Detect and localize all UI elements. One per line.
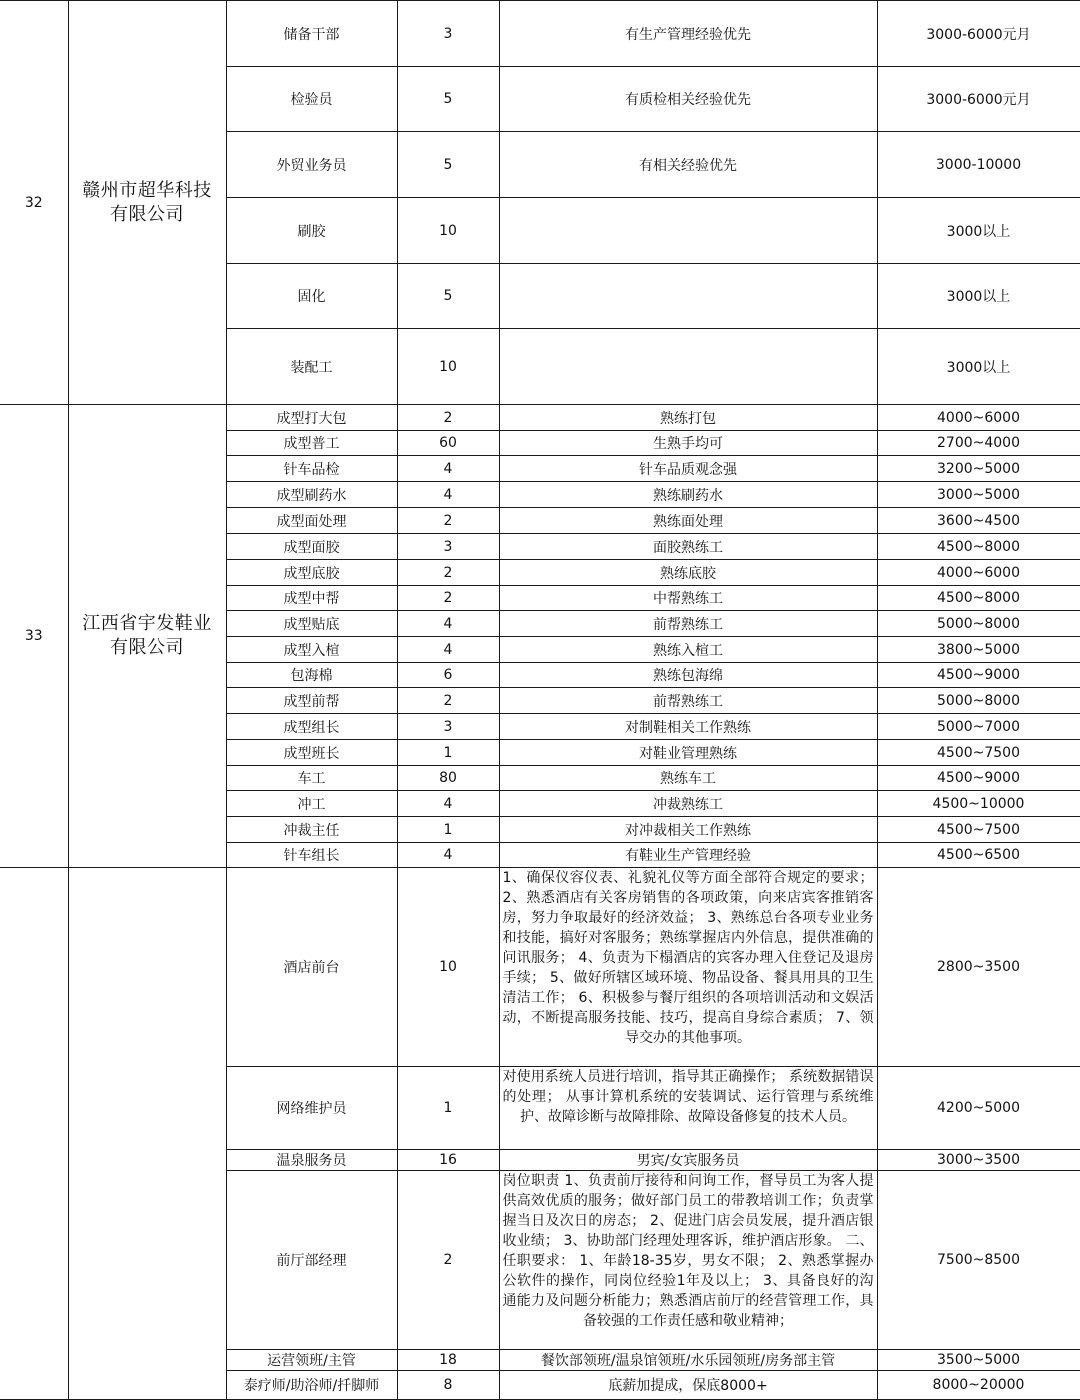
requirements-text: 熟练底胶 <box>660 565 716 582</box>
headcount: 5 <box>397 67 499 132</box>
salary: 3600~4500 <box>877 508 1080 534</box>
salary: 5000~8000 <box>877 688 1080 714</box>
job-title: 成型班长 <box>226 740 397 766</box>
requirements <box>499 132 877 198</box>
headcount: 1 <box>397 740 499 766</box>
company-number: 33 <box>0 405 68 868</box>
requirements <box>499 482 877 508</box>
headcount: 4 <box>397 482 499 508</box>
job-title: 冲工 <box>226 791 397 817</box>
headcount: 60 <box>397 431 499 456</box>
salary: 4500~8000 <box>877 586 1080 611</box>
salary: 4500~8000 <box>877 534 1080 560</box>
requirements-text: 底薪加提成，保底8000+ <box>608 1378 768 1394</box>
headcount: 3 <box>397 534 499 560</box>
requirements <box>499 456 877 482</box>
salary: 2700~4000 <box>877 431 1080 456</box>
job-title: 车工 <box>226 766 397 791</box>
headcount: 8 <box>397 1371 499 1400</box>
requirements <box>499 198 877 264</box>
requirements <box>499 67 877 132</box>
job-title: 成型面胶 <box>226 534 397 560</box>
table-row <box>0 405 1080 431</box>
requirements-text: 对鞋业管理熟练 <box>639 745 737 762</box>
requirements <box>499 843 877 868</box>
job-title: 包海棉 <box>226 663 397 688</box>
salary: 3000~5000 <box>877 482 1080 508</box>
requirements-text: 对冲裁相关工作熟练 <box>625 822 751 839</box>
requirements-text: 有相关经验优先 <box>639 157 737 174</box>
requirements-text: 有鞋业生产管理经验 <box>625 848 751 864</box>
job-title: 检验员 <box>226 67 397 132</box>
job-title: 成型中帮 <box>226 586 397 611</box>
requirements <box>499 405 877 431</box>
requirements-text: 1、确保仪容仪表、礼貌礼仪等方面全部符合规定的要求； 2、熟悉酒店有关客房销售的各项政策，向来店宾客推销客房，努力争取最好的经济效益； 3、熟练总台各项专业业务和技能，搞好对客服务；熟练掌握店内外信息，提供准确的问讯服务； 4、负责为下榻酒店的宾客办理入住登记及退房手续； 5、做好所辖区域环境、物品设备、餐具用具的卫生清洁工作； 6、积极参与餐厅组织的各项培训活动和文娱活动，不断提高服务技能、技巧，提高自身综合素质； 7、领导交办的其他事项。 <box>502 870 874 1046</box>
job-title: 网络维护员 <box>226 1067 397 1150</box>
requirements <box>499 637 877 663</box>
requirements <box>499 1350 877 1371</box>
salary: 5000~8000 <box>877 611 1080 637</box>
salary: 4500~9000 <box>877 766 1080 791</box>
requirements-text: 熟练包海绵 <box>653 668 723 684</box>
salary: 3000~3500 <box>877 1150 1080 1171</box>
requirements-text: 生熟手均可 <box>653 436 723 452</box>
headcount: 10 <box>397 868 499 1067</box>
requirements-text: 对使用系统人员进行培训，指导其正确操作； 系统数据错误的处理； 从事计算机系统的安装调试、运行管理与系统维护、故障诊断与故障排除、故障设备修复的技术人员。 <box>502 1069 874 1125</box>
headcount: 2 <box>397 508 499 534</box>
requirements <box>499 611 877 637</box>
headcount: 4 <box>397 456 499 482</box>
requirements-text: 前帮熟练工 <box>653 616 723 633</box>
requirements <box>499 868 877 1067</box>
salary: 4200~5000 <box>877 1067 1080 1150</box>
requirements <box>499 264 877 329</box>
headcount: 4 <box>397 611 499 637</box>
salary: 3000-6000元月 <box>877 1 1080 67</box>
headcount: 2 <box>397 586 499 611</box>
headcount: 3 <box>397 1 499 67</box>
salary: 7500~8500 <box>877 1171 1080 1350</box>
requirements-text: 面胶熟练工 <box>653 539 723 556</box>
salary: 3500~5000 <box>877 1350 1080 1371</box>
requirements-text: 岗位职责 1、负责前厅接待和问询工作，督导员工为客人提供高效优质的服务；做好部门员工的带教培训工作；负责掌握当日及次日的房态； 2、促进门店会员发展，提升酒店银收业绩； 3、协助部门经理处理客诉，维护酒店形象。 二、任职要求： 1、年龄18-35岁，男女不限； 2、熟悉掌握办公软件的操作，同岗位经验1年及以上； 3、具备良好的沟通能力及问题分析能力；熟悉酒店前厅的经营管理工作，具备较强的工作责任感和敬业精神； <box>502 1173 874 1329</box>
requirements-text: 熟练入楦工 <box>653 642 723 659</box>
salary: 3800~5000 <box>877 637 1080 663</box>
company-name-line: 江西省宇发鞋业 <box>82 613 212 634</box>
salary: 4500~7500 <box>877 740 1080 766</box>
headcount: 18 <box>397 1350 499 1371</box>
job-title: 成型面处理 <box>226 508 397 534</box>
recruitment-table-body <box>0 1 1080 1400</box>
requirements <box>499 1067 877 1150</box>
requirements <box>499 1171 877 1350</box>
salary: 4000~6000 <box>877 405 1080 431</box>
requirements-text: 熟练面处理 <box>653 513 723 530</box>
requirements <box>499 1150 877 1171</box>
job-title: 温泉服务员 <box>226 1150 397 1171</box>
job-title: 成型普工 <box>226 431 397 456</box>
job-title: 泰疗师/助浴师/扦脚师 <box>226 1371 397 1400</box>
job-title: 成型入楦 <box>226 637 397 663</box>
company-name <box>68 1 226 405</box>
requirements <box>499 740 877 766</box>
company-name <box>68 405 226 868</box>
table-row <box>0 868 1080 1067</box>
salary: 4500~10000 <box>877 791 1080 817</box>
job-title: 刷胶 <box>226 198 397 264</box>
requirements <box>499 586 877 611</box>
salary: 3000-10000 <box>877 132 1080 198</box>
requirements <box>499 508 877 534</box>
headcount: 4 <box>397 791 499 817</box>
salary: 2800~3500 <box>877 868 1080 1067</box>
headcount: 4 <box>397 637 499 663</box>
headcount: 5 <box>397 132 499 198</box>
requirements <box>499 766 877 791</box>
requirements-text: 餐饮部领班/温泉馆领班/水乐园领班/房务部主管 <box>540 1353 836 1369</box>
salary: 3000-6000元月 <box>877 67 1080 132</box>
job-title: 前厅部经理 <box>226 1171 397 1350</box>
company-number: 32 <box>0 1 68 405</box>
requirements <box>499 791 877 817</box>
requirements-text: 针车品质观念强 <box>639 461 737 478</box>
requirements <box>499 688 877 714</box>
headcount: 10 <box>397 329 499 405</box>
requirements-text: 对制鞋相关工作熟练 <box>625 719 751 736</box>
salary: 4500~9000 <box>877 663 1080 688</box>
headcount: 2 <box>397 1171 499 1350</box>
requirements <box>499 1371 877 1400</box>
job-title: 成型前帮 <box>226 688 397 714</box>
salary: 4500~7500 <box>877 817 1080 843</box>
headcount: 16 <box>397 1150 499 1171</box>
headcount: 10 <box>397 198 499 264</box>
requirements <box>499 817 877 843</box>
headcount: 2 <box>397 405 499 431</box>
salary: 4500~6500 <box>877 843 1080 868</box>
salary: 3000以上 <box>877 198 1080 264</box>
salary: 3000以上 <box>877 329 1080 405</box>
requirements <box>499 329 877 405</box>
job-title: 针车组长 <box>226 843 397 868</box>
requirements <box>499 431 877 456</box>
company-name-line: 有限公司 <box>110 203 184 225</box>
company-number <box>0 868 68 1400</box>
headcount: 1 <box>397 1067 499 1150</box>
job-title: 固化 <box>226 264 397 329</box>
salary: 5000~7000 <box>877 714 1080 740</box>
job-title: 装配工 <box>226 329 397 405</box>
job-title: 成型组长 <box>226 714 397 740</box>
job-title: 针车品检 <box>226 456 397 482</box>
job-title: 成型贴底 <box>226 611 397 637</box>
job-title: 成型刷药水 <box>226 482 397 508</box>
salary: 3200~5000 <box>877 456 1080 482</box>
requirements-text: 男宾/女宾服务员 <box>636 1153 740 1169</box>
requirements <box>499 560 877 586</box>
requirements <box>499 1 877 67</box>
headcount: 5 <box>397 264 499 329</box>
requirements-text: 冲裁熟练工 <box>653 796 723 813</box>
requirements <box>499 663 877 688</box>
job-title: 运营领班/主管 <box>226 1350 397 1371</box>
company-name-line: 有限公司 <box>110 637 184 658</box>
salary: 3000以上 <box>877 264 1080 329</box>
headcount: 80 <box>397 766 499 791</box>
requirements-text: 熟练打包 <box>660 410 716 427</box>
job-title: 成型打大包 <box>226 405 397 431</box>
salary: 4000~6000 <box>877 560 1080 586</box>
table-row <box>0 1 1080 67</box>
requirements-text: 有生产管理经验优先 <box>625 26 751 43</box>
job-title: 外贸业务员 <box>226 132 397 198</box>
headcount: 3 <box>397 714 499 740</box>
company-name-line: 赣州市超华科技 <box>82 179 212 201</box>
job-title: 储备干部 <box>226 1 397 67</box>
headcount: 6 <box>397 663 499 688</box>
job-title: 成型底胶 <box>226 560 397 586</box>
headcount: 2 <box>397 688 499 714</box>
headcount: 1 <box>397 817 499 843</box>
requirements-text: 熟练车工 <box>660 771 716 787</box>
company-name <box>68 868 226 1400</box>
requirements <box>499 714 877 740</box>
requirements <box>499 534 877 560</box>
salary: 8000~20000 <box>877 1371 1080 1400</box>
job-title: 冲裁主任 <box>226 817 397 843</box>
requirements-text: 熟练刷药水 <box>653 487 723 504</box>
requirements-text: 前帮熟练工 <box>653 693 723 710</box>
job-title: 酒店前台 <box>226 868 397 1067</box>
requirements-text: 有质检相关经验优先 <box>625 92 751 108</box>
headcount: 2 <box>397 560 499 586</box>
headcount: 4 <box>397 843 499 868</box>
requirements-text: 中帮熟练工 <box>653 591 723 607</box>
